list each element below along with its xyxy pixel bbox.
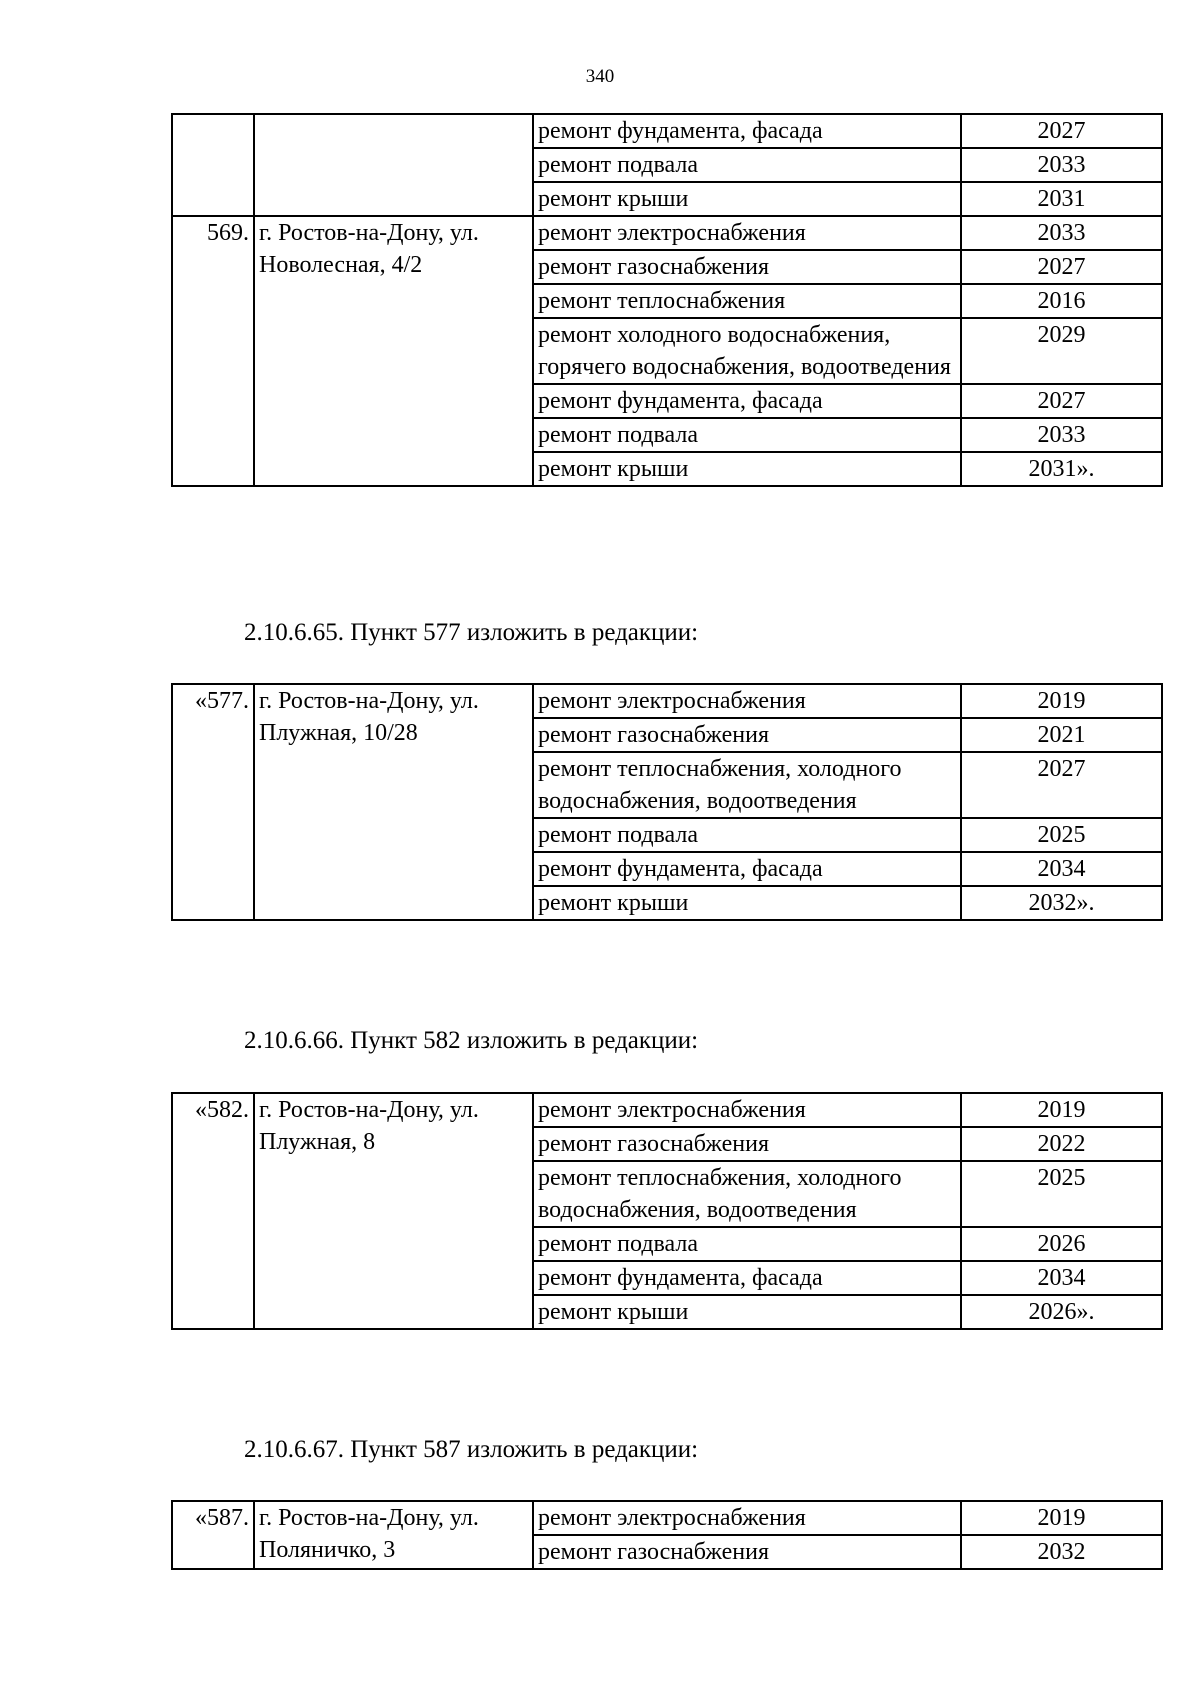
work-cell: ремонт подвала — [533, 818, 961, 852]
work-cell: ремонт подвала — [533, 418, 961, 452]
year-cell: 2026 — [961, 1227, 1162, 1261]
row-address: г. Ростов-на-Дону, ул. Поляничко, 3 — [254, 1501, 533, 1569]
row-number: «577. — [172, 684, 254, 920]
paragraph-2-10-6-66: 2.10.6.66. Пункт 582 изложить в редакции: — [244, 1027, 699, 1054]
year-cell: 2031». — [961, 452, 1162, 486]
repair-table-577 — [171, 683, 1163, 921]
table-row — [172, 216, 1162, 250]
year-cell: 2019 — [961, 1501, 1162, 1535]
work-cell: ремонт электроснабжения — [533, 684, 961, 718]
paragraph-2-10-6-67: 2.10.6.67. Пункт 587 изложить в редакции: — [244, 1436, 699, 1463]
table-row — [172, 684, 1162, 718]
year-cell: 2027 — [961, 250, 1162, 284]
year-cell: 2021 — [961, 718, 1162, 752]
work-cell: ремонт холодного водоснабжения, горячего водоснабжения, водоотведения — [533, 318, 961, 384]
table-row — [172, 1093, 1162, 1127]
work-cell: ремонт фундамента, фасада — [533, 1261, 961, 1295]
year-cell: 2034 — [961, 852, 1162, 886]
year-cell: 2027 — [961, 384, 1162, 418]
year-cell: 2027 — [961, 752, 1162, 818]
paragraph-2-10-6-65: 2.10.6.65. Пункт 577 изложить в редакции: — [244, 619, 699, 646]
year-cell: 2033 — [961, 148, 1162, 182]
row-address: г. Ростов-на-Дону, ул. Плужная, 8 — [254, 1093, 533, 1329]
work-cell: ремонт крыши — [533, 886, 961, 920]
row-address: г. Ростов-на-Дону, ул. Новолесная, 4/2 — [254, 216, 533, 486]
table-row — [172, 114, 1162, 148]
year-cell: 2034 — [961, 1261, 1162, 1295]
work-cell: ремонт газоснабжения — [533, 1535, 961, 1569]
work-cell: ремонт теплоснабжения, холодного водоснабжения, водоотведения — [533, 752, 961, 818]
work-cell: ремонт подвала — [533, 1227, 961, 1261]
row-number: «582. — [172, 1093, 254, 1329]
work-cell: ремонт подвала — [533, 148, 961, 182]
work-cell: ремонт фундамента, фасада — [533, 852, 961, 886]
year-cell: 2019 — [961, 1093, 1162, 1127]
year-cell: 2016 — [961, 284, 1162, 318]
year-cell: 2033 — [961, 216, 1162, 250]
work-cell: ремонт теплоснабжения — [533, 284, 961, 318]
work-cell: ремонт газоснабжения — [533, 1127, 961, 1161]
row-number: 569. — [172, 216, 254, 486]
year-cell: 2022 — [961, 1127, 1162, 1161]
row-address — [254, 114, 533, 216]
page-number: 340 — [585, 66, 615, 87]
work-cell: ремонт газоснабжения — [533, 250, 961, 284]
work-cell: ремонт фундамента, фасада — [533, 114, 961, 148]
work-cell: ремонт фундамента, фасада — [533, 384, 961, 418]
work-cell: ремонт электроснабжения — [533, 1093, 961, 1127]
year-cell: 2025 — [961, 818, 1162, 852]
year-cell: 2032». — [961, 886, 1162, 920]
repair-table-587 — [171, 1500, 1163, 1570]
work-cell: ремонт электроснабжения — [533, 216, 961, 250]
year-cell: 2029 — [961, 318, 1162, 384]
year-cell: 2027 — [961, 114, 1162, 148]
year-cell: 2025 — [961, 1161, 1162, 1227]
work-cell: ремонт теплоснабжения, холодного водоснабжения, водоотведения — [533, 1161, 961, 1227]
work-cell: ремонт газоснабжения — [533, 718, 961, 752]
year-cell: 2032 — [961, 1535, 1162, 1569]
row-address: г. Ростов-на-Дону, ул. Плужная, 10/28 — [254, 684, 533, 920]
row-number: «587. — [172, 1501, 254, 1569]
year-cell: 2033 — [961, 418, 1162, 452]
year-cell: 2031 — [961, 182, 1162, 216]
row-number — [172, 114, 254, 216]
repair-table-569 — [171, 113, 1163, 487]
work-cell: ремонт крыши — [533, 1295, 961, 1329]
work-cell: ремонт электроснабжения — [533, 1501, 961, 1535]
repair-table-582 — [171, 1092, 1163, 1330]
work-cell: ремонт крыши — [533, 182, 961, 216]
year-cell: 2019 — [961, 684, 1162, 718]
table-row — [172, 1501, 1162, 1535]
year-cell: 2026». — [961, 1295, 1162, 1329]
work-cell: ремонт крыши — [533, 452, 961, 486]
